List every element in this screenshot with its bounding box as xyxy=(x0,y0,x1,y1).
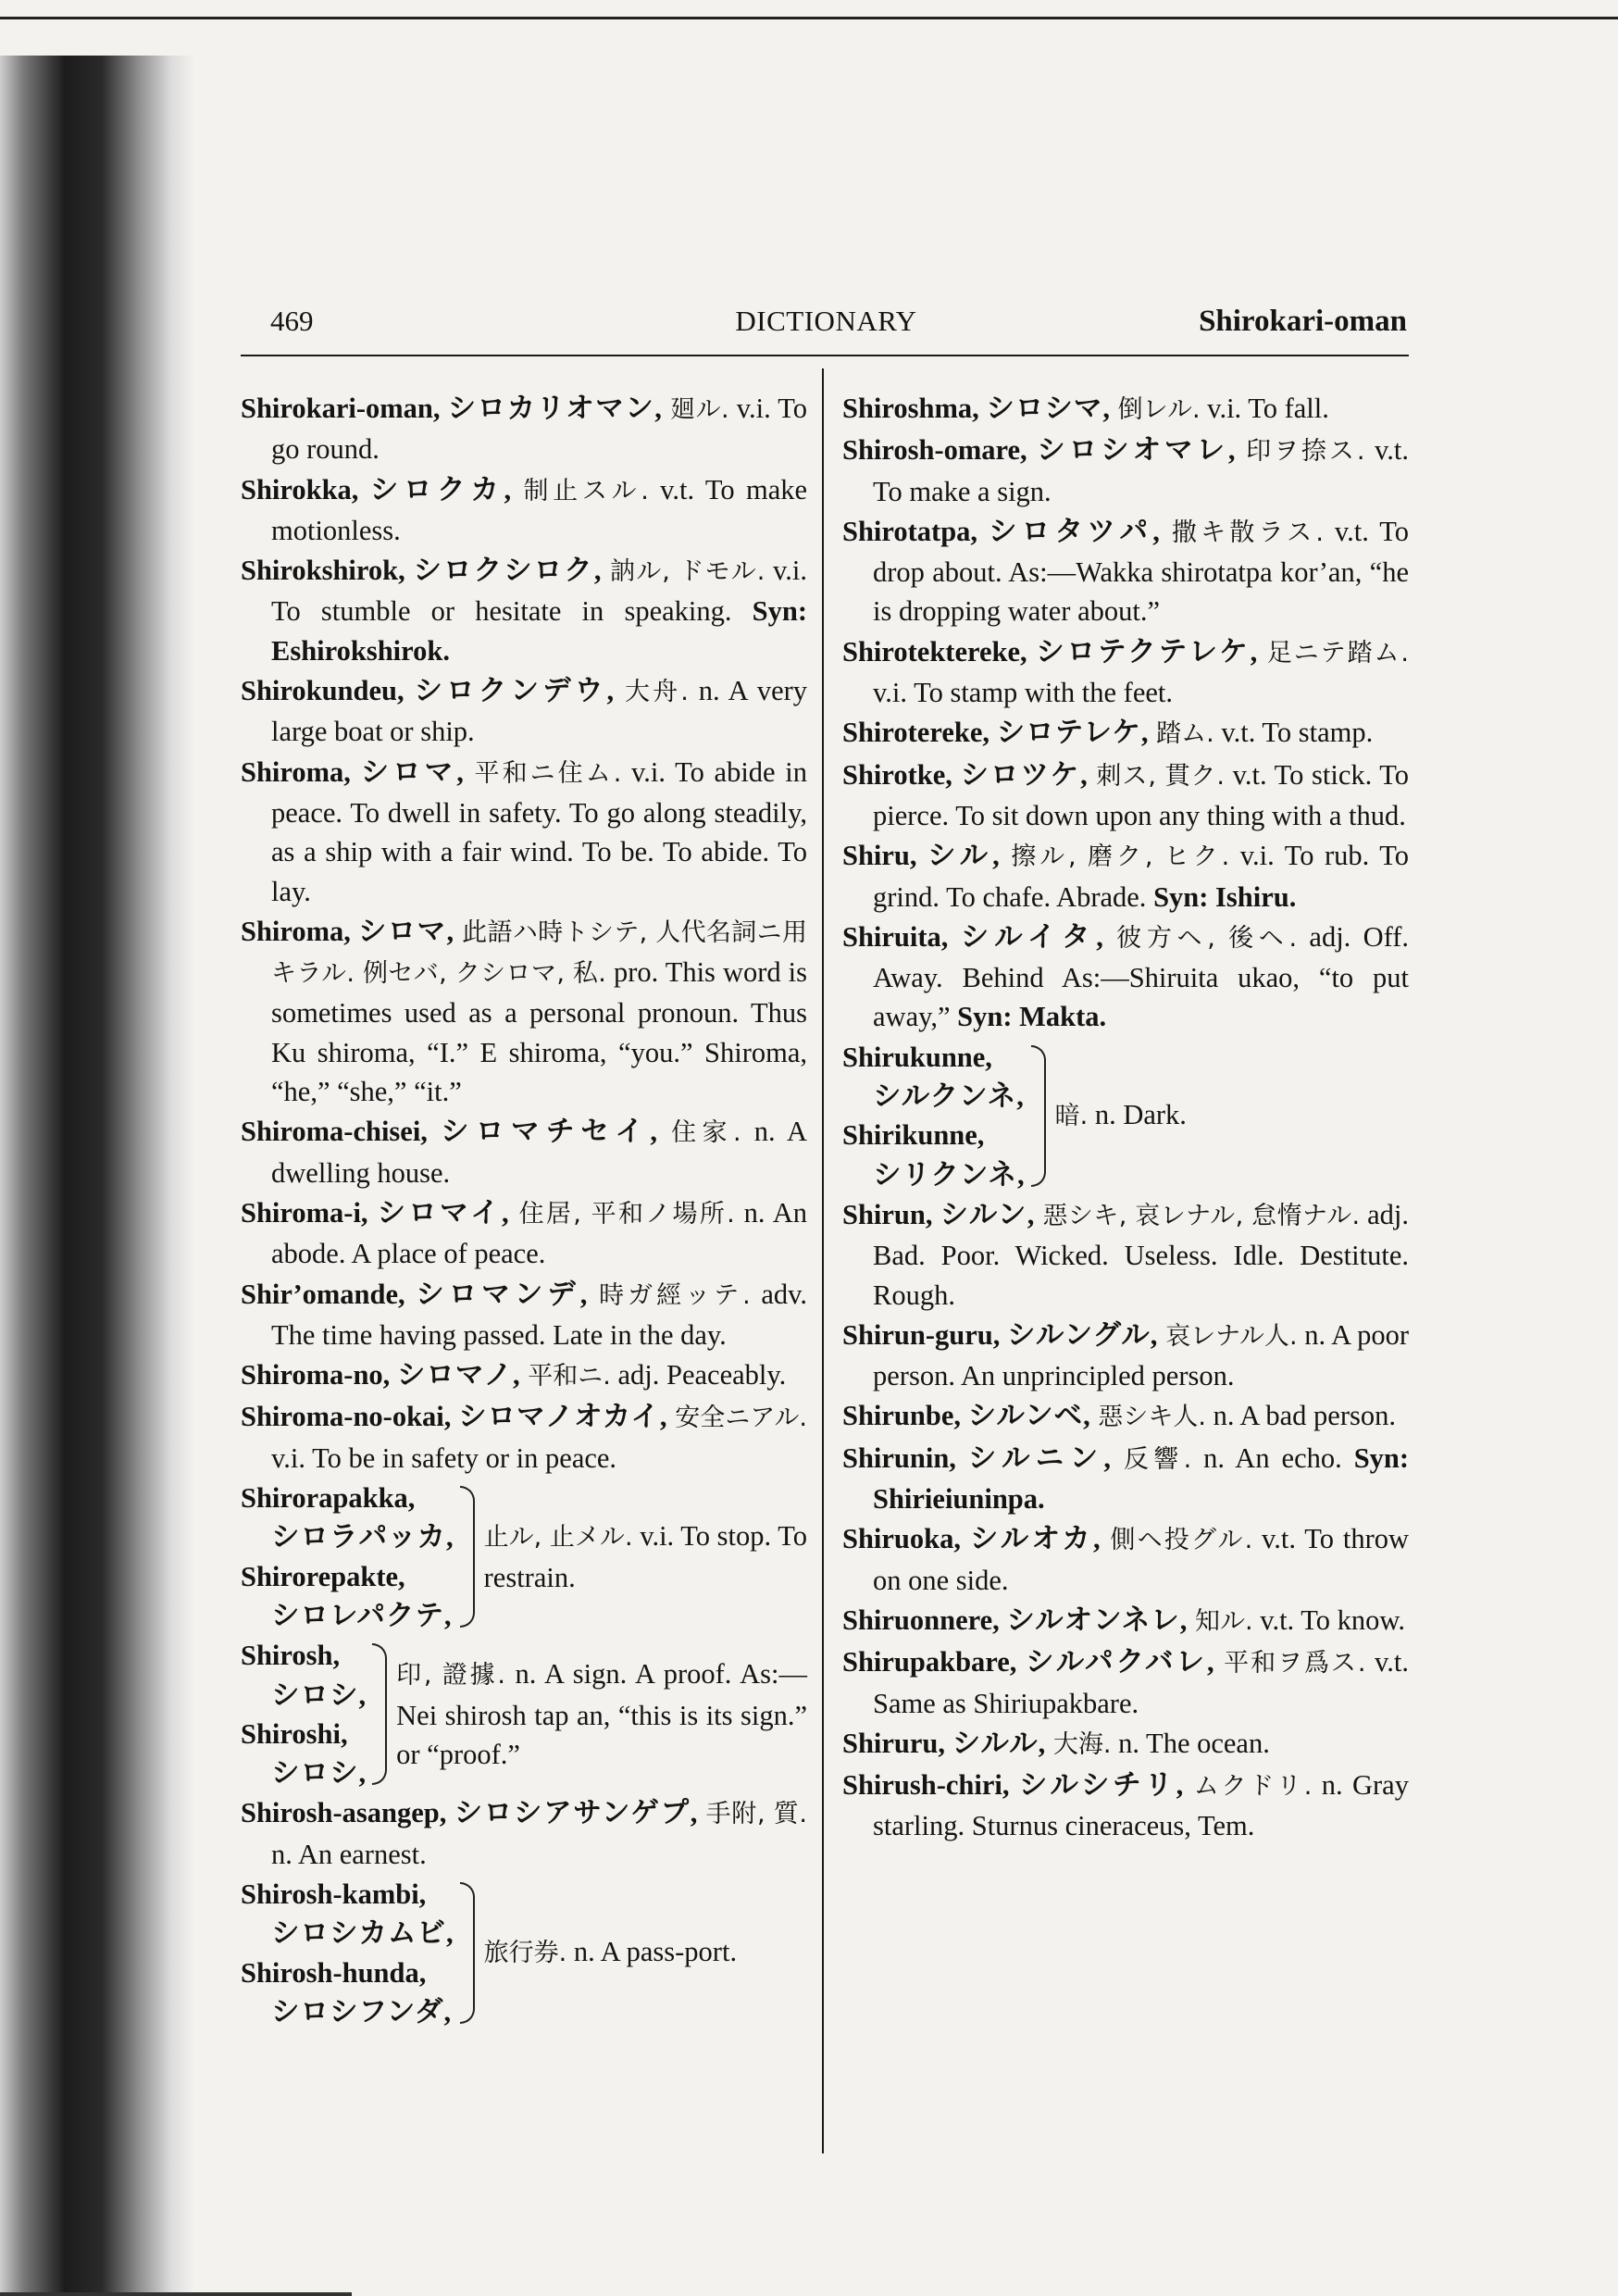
katakana-reading: シルオカ, xyxy=(969,1523,1101,1555)
dictionary-entry xyxy=(842,1642,1409,1723)
japanese-gloss: 住家. xyxy=(671,1118,741,1148)
headword: Shiruita, xyxy=(842,920,949,953)
japanese-gloss: 止ル, 止メル. xyxy=(483,1523,633,1553)
headword: Shiroma-chisei, xyxy=(241,1116,428,1148)
guide-word: Shirokari-oman xyxy=(1199,305,1407,338)
japanese-gloss: 大舟. xyxy=(624,678,689,707)
katakana-reading: シロテクテレケ, xyxy=(1036,635,1259,668)
katakana-reading: シロマ, xyxy=(360,755,465,788)
japanese-gloss: 知ル. xyxy=(1194,1606,1253,1636)
dictionary-entry xyxy=(241,470,807,551)
definition: v.i. To go round. xyxy=(271,393,808,466)
headword: Shiruru, xyxy=(842,1727,946,1759)
definition: n. A bad person. xyxy=(1213,1400,1396,1432)
grouped-headwords xyxy=(842,1038,1026,1194)
katakana-reading: シロシフンダ, xyxy=(271,1995,453,2028)
headword: Shirotke, xyxy=(842,758,952,791)
definition: n. A sign. A proof. As:—Nei shirosh tap an, “this is its sign.” or “proof.” xyxy=(396,1658,808,1770)
left-column xyxy=(241,389,807,2032)
headword: Shirosh, xyxy=(241,1640,341,1672)
japanese-gloss: 惡シキ人. xyxy=(1098,1403,1206,1432)
headword: Shirush-chiri, xyxy=(842,1769,1010,1802)
definition: v.i. To be in safety or in peace. xyxy=(271,1441,617,1474)
japanese-gloss: 平和ヲ爲ス. xyxy=(1224,1649,1366,1678)
dictionary-entry xyxy=(241,1275,807,1355)
japanese-gloss: 彼方ヘ, 後ヘ. xyxy=(1116,923,1298,953)
dictionary-entry xyxy=(241,551,807,670)
headword: Shiru, xyxy=(842,840,917,872)
brace-bracket xyxy=(1031,1045,1046,1187)
katakana-reading: シリクンネ, xyxy=(873,1158,1026,1191)
japanese-gloss: 廻ル. xyxy=(670,395,729,424)
headword: Shirosh-asangep, xyxy=(241,1797,447,1829)
dictionary-entry xyxy=(241,1355,807,1396)
dictionary-entry-group xyxy=(241,1479,807,1635)
dictionary-entry xyxy=(241,1112,807,1192)
katakana-reading: シルン, xyxy=(940,1198,1036,1230)
katakana-reading: シロクシロク, xyxy=(413,555,603,587)
group-definition-text xyxy=(396,1654,807,1774)
japanese-gloss: 惡シキ, 哀レナル, 怠惰ナル. xyxy=(1042,1201,1361,1230)
headword: Shirotereke, xyxy=(842,717,989,749)
japanese-gloss: 平和ニ住ム. xyxy=(474,758,622,788)
brace-bracket xyxy=(372,1643,387,1785)
headword: Shiroma-i, xyxy=(241,1196,368,1229)
definition: n. An echo. xyxy=(1203,1441,1342,1474)
headword: Shirun-guru, xyxy=(842,1318,1001,1351)
katakana-reading: シロシカムビ, xyxy=(271,1917,454,1950)
dictionary-entry xyxy=(842,917,1409,1037)
headword: Shirosh-omare, xyxy=(842,434,1027,467)
katakana-reading: シロシオマレ, xyxy=(1037,434,1237,467)
definition: n. The ocean. xyxy=(1118,1727,1270,1759)
katakana-reading: シルニン, xyxy=(967,1441,1113,1474)
dictionary-entry xyxy=(842,389,1409,430)
headword: Shirorapakka, xyxy=(241,1482,416,1515)
katakana-reading: シルクンネ, xyxy=(873,1080,1025,1113)
headword: Shirorepakte, xyxy=(241,1560,405,1592)
headword: Shirosh-kambi, xyxy=(241,1878,427,1910)
dictionary-entry xyxy=(241,389,807,469)
japanese-gloss: 印ヲ捺ス. xyxy=(1246,437,1365,467)
japanese-gloss: 暗. xyxy=(1054,1102,1089,1131)
definition: v.i. To stumble or hesitate in speaking. xyxy=(271,555,808,628)
katakana-reading: シルンベ, xyxy=(967,1400,1091,1432)
definition: v.t. To drop about. As:—Wakka shirotatpa kor’an, “he is dropping water about.” xyxy=(873,515,1410,628)
headword: Shir’omande, xyxy=(241,1278,405,1310)
japanese-gloss: 反響. xyxy=(1123,1444,1192,1474)
katakana-reading: シロカリオマン, xyxy=(447,393,663,424)
headword: Shiroshma, xyxy=(842,393,979,424)
definition: n. A pass-port. xyxy=(573,1936,738,1968)
bottom-edge-line xyxy=(0,2292,352,2296)
group-definition-text xyxy=(484,1516,807,1597)
headword: Shirokari-oman, xyxy=(241,393,441,424)
katakana-reading: シロマノ, xyxy=(396,1359,521,1391)
group-definition-text xyxy=(1055,1095,1409,1136)
running-title: DICTIONARY xyxy=(735,305,917,337)
dictionary-entry xyxy=(842,1195,1409,1315)
katakana-reading: シロマチセイ, xyxy=(441,1116,658,1148)
definition: v.i. To abide in peace. To dwell in safety. To go along steadily, as a ship with a fair wind. To be. To abide. To lay. xyxy=(271,755,807,907)
dictionary-entry xyxy=(842,1601,1409,1641)
definition: n. An abode. A place of peace. xyxy=(271,1196,808,1270)
katakana-reading: シロマノオカイ, xyxy=(458,1401,668,1433)
dictionary-entry xyxy=(842,713,1409,754)
definition: n. A dwelling house. xyxy=(271,1116,808,1189)
synonym: Syn: Eshirokshirok. xyxy=(271,595,808,667)
definition: adj. Bad. Poor. Wicked. Useless. Idle. Destitute. Rough. xyxy=(873,1198,1410,1311)
group-definition-text xyxy=(484,1932,807,1973)
dictionary-entry xyxy=(842,1766,1409,1846)
grouped-headwords xyxy=(241,1875,454,2031)
japanese-gloss: 安全ニアル. xyxy=(675,1404,808,1433)
group-definition xyxy=(1055,1038,1409,1194)
headword: Shiroma-no-okai, xyxy=(241,1401,452,1433)
katakana-reading: シロシ, xyxy=(271,1678,367,1711)
japanese-gloss: 哀レナル人. xyxy=(1165,1321,1298,1351)
dictionary-entry xyxy=(842,1316,1409,1396)
japanese-gloss: 訥ル, ドモル. xyxy=(610,557,765,587)
katakana-reading: シルル, xyxy=(952,1727,1047,1759)
japanese-gloss: 制止スル. xyxy=(523,476,649,505)
katakana-reading: シロマ, xyxy=(357,915,455,947)
dictionary-entry xyxy=(842,1724,1409,1765)
dictionary-entry xyxy=(842,512,1409,631)
definition: pro. This word is sometimes used as a personal pronoun. Thus Ku shiroma, “I.” E shiroma, “you.” Shiroma, “he,” “she,” “it.” xyxy=(271,956,807,1108)
brace-bracket xyxy=(460,1486,475,1628)
headword: Shiruoka, xyxy=(842,1523,961,1555)
headword: Shiroma, xyxy=(241,755,351,788)
japanese-gloss: 擦ル, 磨ク, ヒク. xyxy=(1011,842,1230,872)
headword: Shirotatpa, xyxy=(842,515,978,547)
definition: n. Dark. xyxy=(1094,1099,1187,1131)
japanese-gloss: 平和ニ. xyxy=(528,1362,611,1391)
dictionary-entry-group xyxy=(241,1636,807,1792)
katakana-reading: シロマンデ, xyxy=(416,1278,589,1310)
katakana-reading: シロツケ, xyxy=(960,758,1089,791)
definition: v.i. To stamp with the feet. xyxy=(873,677,1173,709)
dictionary-entry xyxy=(241,753,807,911)
headword: Shirunin, xyxy=(842,1441,956,1474)
synonym: Syn: Makta. xyxy=(957,1001,1107,1033)
dictionary-entry xyxy=(842,755,1409,836)
dictionary-entry xyxy=(842,430,1409,511)
japanese-gloss: 手附, 質. xyxy=(705,1800,808,1829)
katakana-reading: シルングル, xyxy=(1007,1318,1159,1351)
definition: v.t. Same as Shiriupakbare. xyxy=(873,1646,1410,1719)
katakana-reading: シル, xyxy=(927,840,1001,872)
right-column xyxy=(842,389,1409,1847)
japanese-gloss: 撒キ散ラス. xyxy=(1171,518,1324,547)
japanese-gloss: 時ガ經ッテ. xyxy=(599,1280,751,1310)
group-definition xyxy=(484,1479,807,1635)
headword: Shiroshi, xyxy=(241,1717,348,1750)
dictionary-entry xyxy=(241,1793,807,1874)
headword: Shirukunne, xyxy=(842,1041,992,1073)
katakana-reading: シルシチリ, xyxy=(1018,1769,1185,1802)
japanese-gloss: 踏ム. xyxy=(1156,719,1214,749)
page-number: 469 xyxy=(270,305,314,337)
top-border-line xyxy=(0,17,1618,19)
katakana-reading: シルオンネレ, xyxy=(1006,1603,1189,1636)
definition: v.t. To know. xyxy=(1260,1603,1406,1636)
japanese-gloss: 側ヘ投グル. xyxy=(1110,1526,1253,1555)
brace-bracket xyxy=(460,1882,475,2024)
headword: Shirotektereke, xyxy=(842,635,1027,668)
definition: v.t. To stick. To pierce. To sit down upon any thing with a thud. xyxy=(873,758,1410,831)
japanese-gloss: 刺ス, 貫ク. xyxy=(1096,761,1225,791)
headword: Shirupakbare, xyxy=(842,1646,1017,1678)
headword: Shirokshirok, xyxy=(241,555,405,587)
japanese-gloss: 足ニテ踏ム. xyxy=(1266,638,1410,668)
dictionary-entry xyxy=(241,671,807,752)
japanese-gloss: 旅行券. xyxy=(483,1939,567,1968)
katakana-reading: シロマイ, xyxy=(377,1196,510,1229)
dictionary-entry xyxy=(241,912,807,1111)
definition: v.i. To fall. xyxy=(1207,393,1329,424)
headword: Shirunbe, xyxy=(842,1400,961,1432)
definition: n. A poor person. An unprincipled person. xyxy=(873,1318,1410,1392)
katakana-reading: シルパクバレ, xyxy=(1026,1646,1215,1678)
japanese-gloss: ムクドリ. xyxy=(1193,1772,1313,1802)
definition: v.t. To make motionless. xyxy=(271,473,808,546)
headword: Shirikunne, xyxy=(842,1119,985,1152)
katakana-reading: シロレパクテ, xyxy=(271,1599,453,1631)
binding-gutter-shadow xyxy=(0,56,194,2296)
headword: Shiroma-no, xyxy=(241,1359,391,1391)
definition: v.t. To make a sign. xyxy=(873,434,1410,507)
definition: v.i. To stop. To restrain. xyxy=(483,1520,807,1593)
katakana-reading: シルイタ, xyxy=(960,920,1104,953)
page-header xyxy=(245,301,1407,345)
definition: adj. Off. Away. Behind As:—Shiruita ukao, “to put away,” xyxy=(873,920,1410,1033)
headword: Shirokundeu, xyxy=(241,675,404,707)
group-definition xyxy=(396,1636,807,1792)
column-divider xyxy=(822,368,824,2153)
synonym: Syn: Shirieiuninpa. xyxy=(873,1441,1410,1516)
group-definition xyxy=(484,1875,807,2031)
katakana-reading: シロクカ, xyxy=(369,473,513,505)
katakana-reading: シロテレケ, xyxy=(996,717,1150,749)
japanese-gloss: 大海. xyxy=(1052,1729,1112,1759)
headword: Shirokka, xyxy=(241,473,359,505)
definition: n. Gray starling. Sturnus cineraceus, Tem. xyxy=(873,1769,1409,1842)
headword: Shirosh-hunda, xyxy=(241,1956,427,1989)
japanese-gloss: 印, 證據. xyxy=(396,1661,506,1691)
headword: Shiroma, xyxy=(241,915,351,947)
dictionary-entry xyxy=(842,836,1409,917)
katakana-reading: シロラパッカ, xyxy=(271,1521,454,1554)
grouped-headwords xyxy=(241,1636,367,1792)
dictionary-entry xyxy=(842,1439,1409,1519)
dictionary-entry-group xyxy=(842,1038,1409,1194)
japanese-gloss: 住居, 平和ノ場所. xyxy=(518,1199,735,1229)
katakana-reading: シロシアサンゲプ, xyxy=(454,1797,699,1829)
definition: adj. Peaceably. xyxy=(617,1359,787,1391)
dictionary-entry xyxy=(842,632,1409,713)
grouped-headwords xyxy=(241,1479,454,1635)
definition: n. An earnest. xyxy=(271,1838,427,1870)
definition: v.t. To stamp. xyxy=(1221,717,1374,749)
headword: Shiruonnere, xyxy=(842,1603,1000,1636)
definition: v.i. To rub. To grind. To chafe. Abrade. xyxy=(873,840,1409,913)
headword: Shirun, xyxy=(842,1198,933,1230)
definition: adv. The time having passed. Late in the day. xyxy=(271,1278,808,1351)
dictionary-entry xyxy=(842,1396,1409,1437)
definition: v.t. To throw on one side. xyxy=(873,1523,1409,1596)
dictionary-entry-group xyxy=(241,1875,807,2031)
synonym: Syn: Ishiru. xyxy=(1153,880,1297,913)
definition: n. A very large boat or ship. xyxy=(271,675,808,748)
japanese-gloss: 倒レル. xyxy=(1117,395,1201,424)
katakana-reading: シロクンデウ, xyxy=(414,675,616,707)
dictionary-entry xyxy=(842,1519,1409,1600)
dictionary-entry xyxy=(241,1193,807,1274)
katakana-reading: シロタツパ, xyxy=(988,515,1161,547)
japanese-gloss: 此語ハ時トシテ, 人代名詞ニ用キラル. 例セバ, クシロマ, 私. xyxy=(271,917,808,989)
katakana-reading: シロシマ, xyxy=(986,393,1111,424)
dictionary-entry xyxy=(241,1397,807,1478)
header-rule xyxy=(241,355,1409,356)
katakana-reading: シロシ, xyxy=(271,1757,367,1790)
